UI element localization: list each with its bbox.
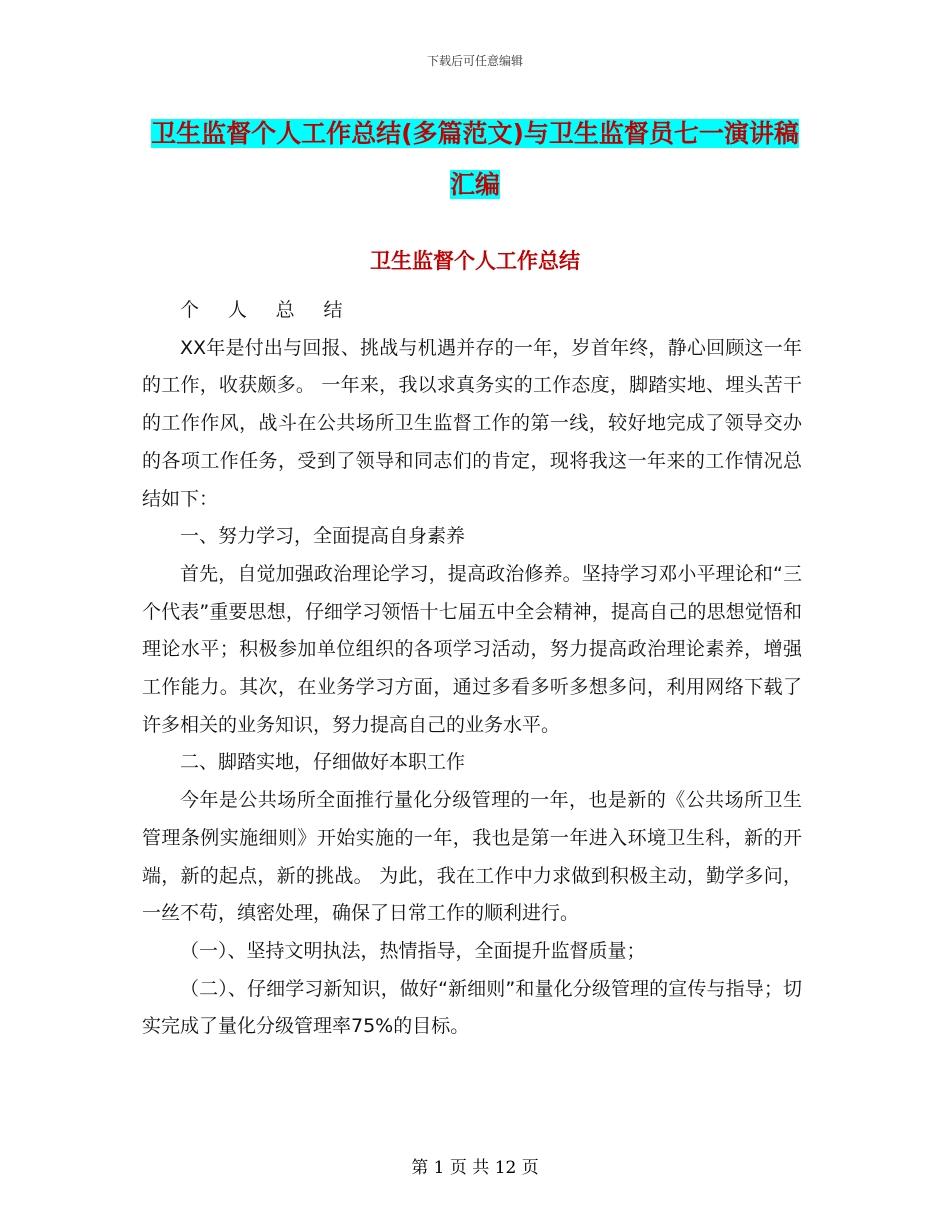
page-number-footer: 第 1 页 共 12 页 bbox=[411, 1158, 539, 1178]
document-title bbox=[140, 108, 810, 210]
document-title-text: 卫生监督个人工作总结(多篇范文)与卫生监督员七一演讲稿汇编 bbox=[151, 119, 799, 199]
section-title: 卫生监督个人工作总结 bbox=[370, 249, 580, 273]
paragraph-item: （一）、坚持文明执法，热情指导，全面提升监督质量； bbox=[180, 939, 646, 962]
paragraph: 今年是公共场所全面推行量化分级管理的一年，也是新的《公共场所卫生管理条例实施细则》开始实施的一年，我也是第一年进入环境卫生科，新的开端，新的起点，新的挑战。 为此，我在工作中力求做到积极主动，勤学多问，一丝不苟，缜密处理，确保了日常工作的顺利进行。 bbox=[142, 789, 802, 925]
paragraph: 首先，自觉加强政治理论学习，提高政治修养。坚持学习邓小平理论和“三个代表”重要思想，仔细学习领悟十七届五中全会精神，提高自己的思想觉悟和理论水平；积极参加单位组织的各项学习活动，努力提高政治理论素养，增强工作能力。其次，在业务学习方面，通过多看多听多想多问，利用网络下载了许多相关的业务知识，努力提高自己的业务水平。 bbox=[142, 562, 802, 736]
page-header-note: 下载后可任意编辑 bbox=[426, 54, 523, 68]
document-body bbox=[142, 292, 802, 1046]
paragraph-heading: 二、脚踏实地，仔细做好本职工作 bbox=[180, 751, 466, 774]
paragraph-subheading: 个 人 总 结 bbox=[180, 299, 354, 321]
paragraph-heading: 一、努力学习，全面提高自身素养 bbox=[180, 525, 466, 548]
paragraph-item: （二）、仔细学习新知识，做好“新细则”和量化分级管理的宣传与指导；切实完成了量化分级管理率75%的目标。 bbox=[142, 977, 802, 1038]
paragraph: XX年是付出与回报、挑战与机遇并存的一年，岁首年终，静心回顾这一年的工作，收获颇多。 一年来，我以求真务实的工作态度，脚踏实地、埋头苦干的工作作风，战斗在公共场所卫生监督工作的第一线，较好地完成了领导交办的各项工作任务，受到了领导和同志们的肯定，现将我这一年来的工作情况总结如下： bbox=[142, 336, 802, 510]
